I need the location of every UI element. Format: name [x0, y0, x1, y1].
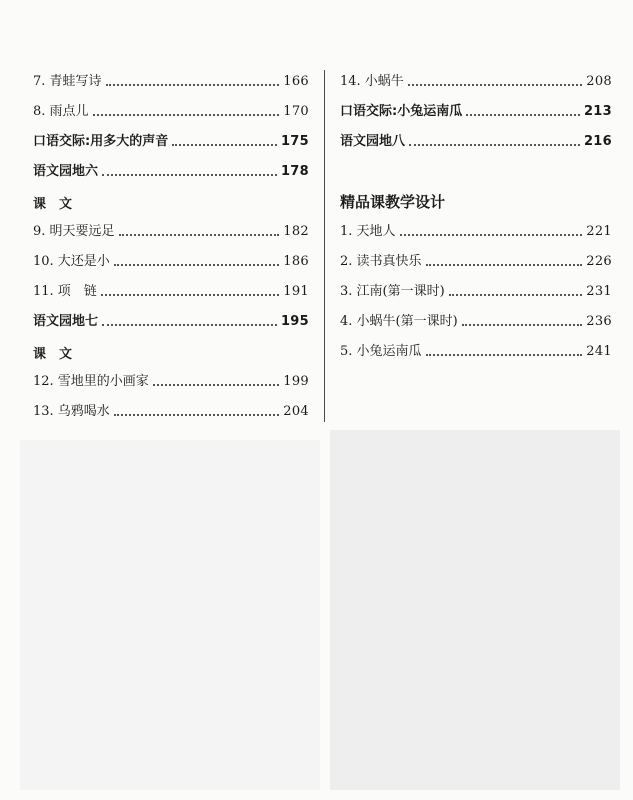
entry-title: 语文园地七 — [33, 314, 99, 329]
leader-dots — [400, 233, 583, 236]
toc-entry[interactable] — [33, 222, 309, 242]
bleed-through-shading — [20, 440, 320, 790]
entry-title: 语文园地八 — [340, 134, 406, 149]
bleed-through-shading — [330, 430, 620, 790]
entry-page: 241 — [586, 344, 612, 359]
toc-entry[interactable] — [340, 342, 612, 362]
entry-title: 11. 项 链 — [33, 284, 97, 299]
entry-page: 231 — [586, 284, 612, 299]
toc-entry[interactable] — [33, 252, 309, 272]
entry-page: 166 — [283, 74, 309, 89]
leader-dots — [426, 353, 583, 356]
entry-title: 1. 天地人 — [340, 224, 396, 239]
toc-entry[interactable] — [340, 252, 612, 272]
entry-page: 236 — [586, 314, 612, 329]
leader-dots — [114, 413, 279, 416]
toc-entry[interactable] — [340, 72, 612, 92]
toc-entry[interactable] — [33, 102, 309, 122]
leader-dots — [102, 173, 277, 176]
entry-title: 7. 青蛙写诗 — [33, 74, 102, 89]
leader-dots — [102, 323, 277, 326]
entry-title: 8. 雨点儿 — [33, 104, 89, 119]
section-heading: 课 文 — [33, 347, 73, 362]
entry-title: 3. 江南(第一课时) — [340, 284, 445, 299]
entry-page: 182 — [283, 224, 309, 239]
leader-dots — [119, 233, 280, 236]
entry-title: 口语交际:小兔运南瓜 — [340, 104, 463, 119]
leader-dots — [153, 383, 279, 386]
entry-page: 226 — [586, 254, 612, 269]
entry-page: 195 — [280, 314, 309, 329]
leader-dots — [449, 293, 583, 296]
leader-dots — [426, 263, 583, 266]
section-heading-design: 精品课教学设计 — [340, 193, 446, 211]
entry-title: 2. 读书真快乐 — [340, 254, 422, 269]
entry-page: 170 — [283, 104, 309, 119]
toc-entry[interactable] — [340, 102, 612, 122]
entry-title: 12. 雪地里的小画家 — [33, 374, 149, 389]
entry-title: 口语交际:用多大的声音 — [33, 134, 169, 149]
leader-dots — [172, 143, 277, 146]
entry-page: 178 — [280, 164, 309, 179]
entry-page: 175 — [280, 134, 309, 149]
toc-entry[interactable] — [33, 372, 309, 392]
toc-entry[interactable] — [33, 402, 309, 422]
entry-page: 216 — [583, 134, 612, 149]
section-heading: 课 文 — [33, 197, 73, 212]
entry-title: 10. 大还是小 — [33, 254, 110, 269]
entry-page: 191 — [283, 284, 309, 299]
toc-entry[interactable] — [33, 282, 309, 302]
leader-dots — [114, 263, 279, 266]
leader-dots — [462, 323, 583, 326]
toc-entry[interactable] — [340, 312, 612, 332]
leader-dots — [409, 143, 580, 146]
entry-title: 4. 小蜗牛(第一课时) — [340, 314, 458, 329]
toc-entry[interactable] — [33, 132, 309, 152]
toc-entry[interactable] — [340, 282, 612, 302]
entry-title: 9. 明天要远足 — [33, 224, 115, 239]
entry-page: 186 — [283, 254, 309, 269]
column-divider — [324, 70, 325, 422]
toc-entry[interactable] — [340, 222, 612, 242]
leader-dots — [408, 83, 582, 86]
entry-page: 208 — [586, 74, 612, 89]
entry-page: 204 — [283, 404, 309, 419]
entry-title: 5. 小兔运南瓜 — [340, 344, 422, 359]
leader-dots — [106, 83, 280, 86]
leader-dots — [101, 293, 279, 296]
toc-entry[interactable] — [340, 132, 612, 152]
toc-entry[interactable] — [33, 72, 309, 92]
entry-page: 221 — [586, 224, 612, 239]
entry-title: 语文园地六 — [33, 164, 99, 179]
toc-entry[interactable] — [33, 312, 309, 332]
leader-dots — [466, 113, 580, 116]
entry-page: 213 — [583, 104, 612, 119]
leader-dots — [93, 113, 280, 116]
entry-title: 14. 小蜗牛 — [340, 74, 404, 89]
entry-page: 199 — [283, 374, 309, 389]
entry-title: 13. 乌鸦喝水 — [33, 404, 110, 419]
toc-entry[interactable] — [33, 162, 309, 182]
